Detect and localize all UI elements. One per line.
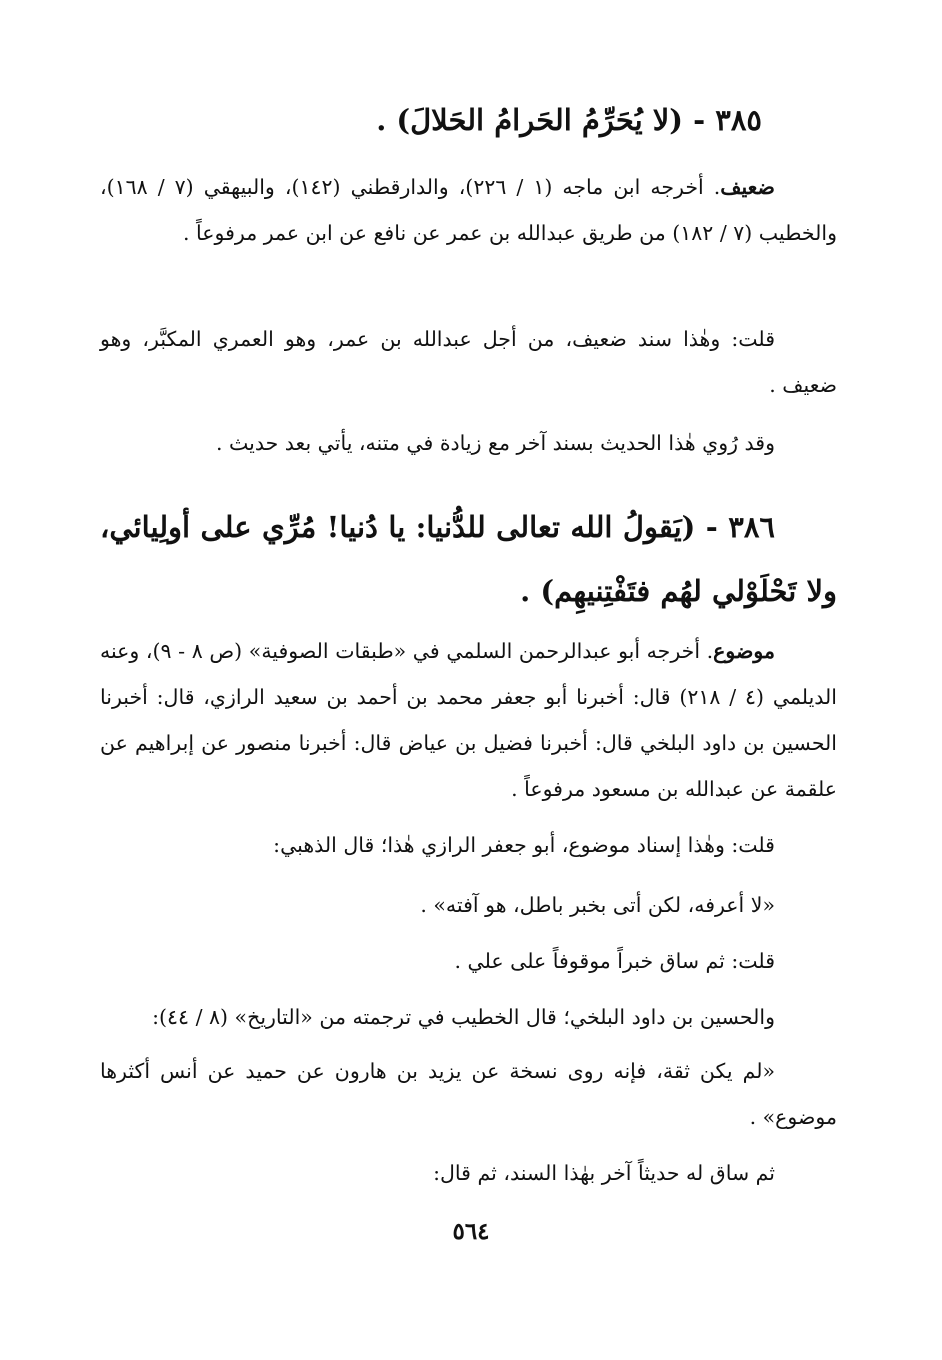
hadith-385-note: وقد رُوي هٰذا الحديث بسند آخر مع زيادة في متنه، يأتي بعد حديث .: [215, 431, 775, 455]
page-number: ٥٦٤: [452, 1218, 490, 1245]
hadith-386-takhrij: [100, 628, 837, 812]
hadith-386-comment: قلت: وهٰذا إسناد موضوع، أبو جعفر الرازي هٰذا؛ قال الذهبي:: [273, 833, 775, 857]
closing-line: ثم ساق له حديثاً آخر بهٰذا السند، ثم قال:: [433, 1161, 775, 1185]
hadith-385-comment: قلت: وهٰذا سند ضعيف، من أجل عبدالله بن عمر، وهو العمري المكبَّر، وهو ضعيف .: [100, 327, 837, 397]
takhrij-text: . أخرجه أبو عبدالرحمن السلمي في «طبقات الصوفية» (ص ٨ - ٩)، وعنه الديلمي (٤ / ٢١٨) قال: أخبرنا أبو جعفر محمد بن أحمد بن سعيد الرازي، قال: أخبرنا الحسين بن داود البلخي قال: أخبرنا فضيل بن عياض قال: أخبرنا منصور عن إبراهيم عن علقمة عن عبدالله بن مسعود مرفوعاً .: [100, 639, 837, 801]
hadith-386-heading: ٣٨٦ - (يَقولُ الله تعالى للدُّنيا: يا دُنيا! مُرِّي على أولِيائي، ولا تَحْلَوْلي لهُم فتَفْتِنيهِم) .: [100, 510, 837, 608]
khatib-quote: «لم يكن ثقة، فإنه روى نسخة عن يزيد بن هارون عن حميد عن أنس أكثرها موضوع» .: [100, 1059, 837, 1129]
khatib-citation: والحسين بن داود البلخي؛ قال الخطيب في ترجمته من «التاريخ» (٨ / ٤٤):: [152, 1005, 775, 1029]
hadith-385-takhrij: [100, 164, 837, 256]
takhrij-text: . أخرجه ابن ماجه (١ / ٢٢٦)، والدارقطني (١٤٢)، والبيهقي (٧ / ١٦٨)، والخطيب (٧ / ١٨٢) من طريق عبدالله بن عمر عن نافع عن ابن عمر مرفوعاً .: [100, 175, 837, 245]
hadith-385-heading: ٣٨٥ - (لا يُحَرِّمُ الحَرامُ الحَلالَ) .: [376, 103, 762, 137]
dhahabi-quote: «لا أعرفه، لكن أتى بخبر باطل، هو آفته» .: [420, 893, 775, 917]
grade-label: موضوع: [713, 639, 775, 663]
hadith-386-comment-2: قلت: ثم ساق خبراً موقوفاً على علي .: [454, 949, 775, 973]
grade-label: ضعيف: [720, 175, 775, 199]
